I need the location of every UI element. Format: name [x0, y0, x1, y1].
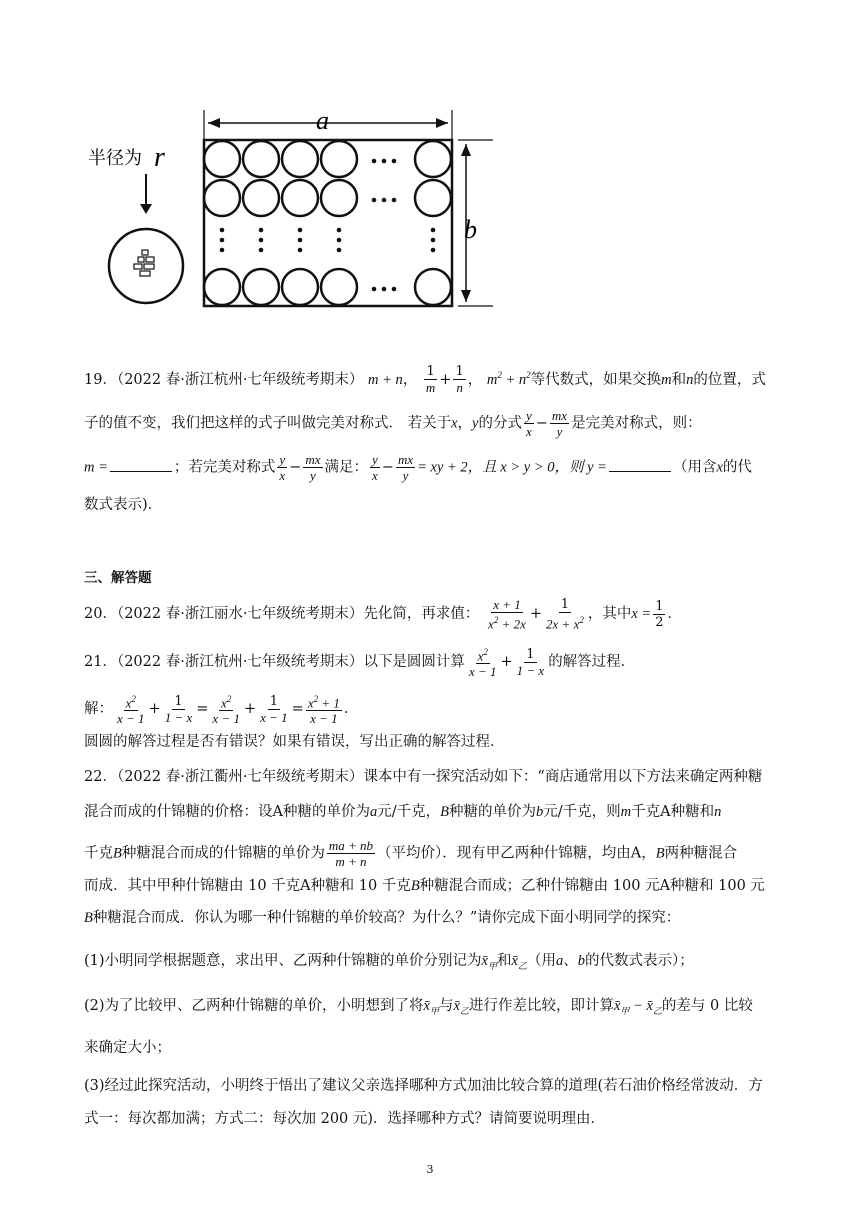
var-a-2: a — [555, 953, 564, 969]
q19-line3-d: = xy + 2，且 x > y > 0，则 y = — [417, 459, 607, 476]
q19-expr-3: $m^2 + n^2$ — [486, 370, 531, 388]
xbar-yi-2: $x̄_乙$ — [453, 998, 469, 1016]
sol-frac-5: $\frac{x^2 + 1}{x - 1}$ — [307, 694, 340, 727]
var-a: a — [369, 804, 378, 820]
bricks-icon — [134, 250, 154, 276]
circles-rectangle-figure — [88, 100, 498, 320]
xbar-diff: $x̄_甲$ − $x̄_乙$ — [613, 998, 662, 1016]
q22-part-2-line2: 来确定大小； — [84, 1040, 171, 1056]
q22-part1-c: （用 — [526, 953, 556, 969]
q19-line3-f: 的代 — [722, 459, 752, 476]
frac-mx-y: $\frac{mx}{y}$ — [551, 408, 568, 439]
var-b: b — [535, 804, 544, 820]
q22-line-3 — [84, 838, 804, 869]
frac-y-x-2: $\frac{y}{x}$ — [279, 452, 286, 483]
q20-x-eq: x = — [631, 606, 652, 623]
q22-line-4 — [84, 875, 804, 897]
q22-line2-c: 种糖的单价为 — [448, 804, 536, 820]
q19-expr-2: $\frac{1}{m}$ — [425, 364, 436, 396]
q19-line3-c: 满足： — [324, 459, 368, 476]
answer-blank-1[interactable] — [110, 457, 172, 472]
var-y: y — [472, 415, 479, 432]
q19-line2-end: 是完美对称式，则： — [571, 415, 702, 432]
radius-label: 半径为 — [88, 148, 142, 169]
q22-line3-c: （平均价）．现有甲乙两种什锦糖，均由A， — [377, 845, 656, 862]
q19-line1-end: 的位置，式 — [693, 371, 766, 388]
q22-part2-text: (2)为了比较甲、乙两种什锦糖的单价，小明想到了将 — [84, 998, 424, 1014]
q22-number: 22． — [84, 769, 117, 785]
q22-part-1 — [84, 950, 804, 977]
circle-row-2 — [204, 180, 451, 216]
q22-part-3: (3)经过此探究活动，小明终于悟出了建议父亲选择哪种方式加油比较合算的道理(若石油价格经常波动．方 — [84, 1078, 763, 1094]
q20-number: 20． — [84, 606, 117, 623]
q22-line1-text: 课本中有一探究活动如下：“商店通常用以下方法来确定两种糖 — [363, 769, 763, 785]
q22-line3-d: 两种糖混合 — [664, 845, 738, 862]
q20-frac-1: $\frac{x + 1}{x^2 + 2x}$ — [488, 597, 526, 632]
q22-part2-c: 进行作差比较，即计算 — [468, 998, 614, 1014]
q22-line2-d: 元/千克，则 — [543, 804, 621, 820]
q20-source: （2022 春·浙江丽水·七年级统考期末） — [116, 606, 364, 623]
single-circle — [109, 229, 183, 303]
q22-part2-b: 与 — [439, 998, 454, 1014]
sol-frac-2: $\frac{1}{1 - x}$ — [164, 693, 193, 725]
frac-y-x-3: $\frac{y}{x}$ — [372, 452, 378, 483]
radius-var: r — [154, 142, 165, 173]
frac-mx-y-3: $\frac{mx}{y}$ — [397, 452, 414, 483]
q19-expr-1: m + n — [368, 371, 403, 388]
q19-line2-text: 子的值不变，我们把这样的式子叫做完美对称式． 若关于 — [84, 415, 452, 432]
q22-source: （2022 春·浙江衢州·七年级统考期末） — [116, 769, 364, 785]
q21-number: 21． — [84, 654, 117, 671]
sol-frac-1: $\frac{x^2}{x - 1}$ — [117, 694, 145, 727]
q21-frac-1: $\frac{x^2}{x - 1}$ — [468, 647, 497, 680]
dim-a-arrow-right — [436, 118, 448, 128]
q22-line4-b: 种糖混合而成；乙种什锦糖由 100 元A种糖和 100 元 — [419, 878, 765, 894]
sol-frac-4: $\frac{1}{x - 1}$ — [260, 693, 288, 725]
q19-expr-2b: $\frac{1}{n}$ — [455, 364, 464, 396]
dim-a-arrow-left — [208, 118, 220, 128]
q21-source: （2022 春·浙江杭州·七年级统考期末） — [116, 654, 364, 671]
section-title: 三、解答题 — [84, 570, 152, 586]
width-label: a — [316, 106, 329, 135]
q22-part1-b: 和 — [497, 953, 512, 969]
q22-line4-text: 而成．其中甲种什锦糖由 10 千克A种糖和 10 千克 — [84, 878, 411, 894]
xbar-jia: $x̄_甲$ — [481, 953, 497, 971]
dim-b-arrow-top — [461, 144, 471, 156]
answer-blank-2[interactable] — [609, 457, 671, 472]
q20-end: ． — [667, 606, 682, 623]
q22-line-1 — [84, 766, 804, 788]
q21-line-3: 圆圆的解答过程是否有错误？如果有错误，写出正确的解答过程． — [84, 734, 505, 750]
q20-frac-2: $\frac{1}{2x + x^2}$ — [546, 597, 584, 632]
circle-row-1 — [204, 141, 451, 177]
q22-line5-text: 种糖混合而成．你认为哪一种什锦糖的单价较高？为什么？”请你完成下面小明同学的探究： — [92, 910, 681, 926]
q19-source: （2022 春·浙江杭州·七年级统考期末） — [116, 371, 364, 388]
var-n-2: n — [714, 804, 722, 820]
q22-part1-text: (1)小明同学根据题意，求出甲、乙两种什锦糖的单价分别记为 — [84, 953, 482, 969]
q19-line-4: 数式表示)． — [84, 497, 163, 513]
q21-text: 以下是圆圆计算 — [363, 654, 465, 671]
q21-line-1: 21．（2022 春·浙江杭州·七年级统考期末）以下是圆圆计算 $\frac{x^2}{x - 1}$ + $\frac{1}{1 - x}$ 的解答过程． — [84, 646, 636, 680]
q22-part1-d: 、 — [563, 953, 578, 969]
var-m: m — [661, 371, 672, 388]
q20-half: $\frac{1}{2}$ — [655, 598, 664, 630]
frac-y-x: $\frac{y}{x}$ — [525, 408, 532, 439]
q19-m-eq: m = — [84, 459, 108, 476]
q22-part1-e: 的代数式表示）； — [584, 953, 694, 969]
q22-line-5 — [84, 907, 804, 929]
q22-line2-text: 混合而成的什锦糖的价格：设A种糖的单价为 — [84, 804, 370, 820]
var-b-2: b — [577, 953, 585, 969]
q22-line3-b: 种糖混合而成的什锦糖的单价为 — [121, 845, 325, 862]
q19-line2-mid: 的分式 — [478, 415, 522, 432]
circle-row-last — [204, 269, 451, 305]
q19-number: 19． — [84, 371, 117, 388]
q21-frac-2: $\frac{1}{1 - x}$ — [516, 646, 545, 678]
xbar-jia-2: $x̄_甲$ — [423, 998, 439, 1016]
q19-line-1: 19．（2022 春·浙江杭州·七年级统考期末） m + n， $\frac{1}{m}$ + $\frac{1}{n}$ ， $m^2 + n^2$等代数式，如果交换m和n的位置，式 — [84, 364, 766, 396]
q22-line3-a: 千克 — [84, 845, 113, 862]
q21-text-end: 的解答过程． — [548, 654, 636, 671]
q19-line1-and: 和 — [671, 371, 687, 388]
var-n: n — [686, 371, 694, 388]
var-B-5: B — [84, 910, 93, 926]
var-x-2: x — [716, 459, 723, 476]
q22-part2-d: 的差与 0 比较 — [661, 998, 753, 1014]
q19-line1-mid: 等代数式，如果交换 — [530, 371, 662, 388]
q22-line-2 — [84, 801, 804, 823]
q21-sol-label: 解： — [84, 701, 113, 718]
q22-line2-e: 千克A种糖和 — [631, 804, 715, 820]
q19-line3-b: ；若完美对称式 — [173, 459, 276, 476]
var-B-4: B — [410, 878, 420, 894]
avg-price-frac: $\frac{ma + nb}{m + n}$ — [328, 838, 374, 869]
var-B: B — [440, 804, 449, 820]
page-number: 3 — [426, 1163, 434, 1176]
q20-line: 20．（2022 春·浙江丽水·七年级统考期末）先化简，再求值： $\frac{x + 1}{x^2 + 2x}$ + $\frac{1}{2x + x^2}$ ，其中x = $\frac{1}{2}$ ． — [84, 597, 682, 632]
sol-frac-3: $\frac{x^2}{x - 1}$ — [212, 694, 240, 727]
var-m-2: m — [620, 804, 632, 820]
q19-line-2: 子的值不变，我们把这样的式子叫做完美对称式． 若关于x，y的分式 $\frac{y}{x}$ − $\frac{mx}{y}$ 是完美对称式，则： — [84, 408, 702, 439]
q21-solution: 解： $\frac{x^2}{x - 1}$ + $\frac{1}{1 - x}$ = $\frac{x^2}{x - 1}$ + $\frac{1}{x - 1}$ = $\frac{x^2 + 1}{x - 1}$ ． — [84, 693, 359, 727]
q19-line3-e: （用含 — [672, 459, 717, 476]
radius-arrow-head — [140, 204, 152, 214]
frac-mx-y-2: $\frac{mx}{y}$ — [305, 452, 321, 483]
var-B-2: B — [113, 845, 122, 862]
q20-text: 先化简，再求值： — [363, 606, 480, 623]
q22-line2-b: 元/千克， — [377, 804, 441, 820]
dim-b-arrow-bottom — [461, 290, 471, 302]
height-label: b — [464, 215, 477, 244]
var-B-3: B — [655, 845, 665, 862]
xbar-yi: $x̄_乙$ — [511, 953, 527, 971]
var-x: x — [451, 415, 458, 432]
q22-part-2 — [84, 995, 804, 1022]
q22-part-3-line2: 式一：每次都加满；方式二：每次加 200 元)．选择哪种方式？请简要说明理由． — [84, 1111, 606, 1127]
q19-line-3: m = ；若完美对称式 $\frac{y}{x}$ − $\frac{mx}{y}$ 满足： $\frac{y}{x}$ − $\frac{mx}{y}$ = xy + 2，且 x > y > 0，则 y = （用含x的代 — [84, 452, 752, 483]
q20-where: ，其中 — [587, 606, 632, 623]
